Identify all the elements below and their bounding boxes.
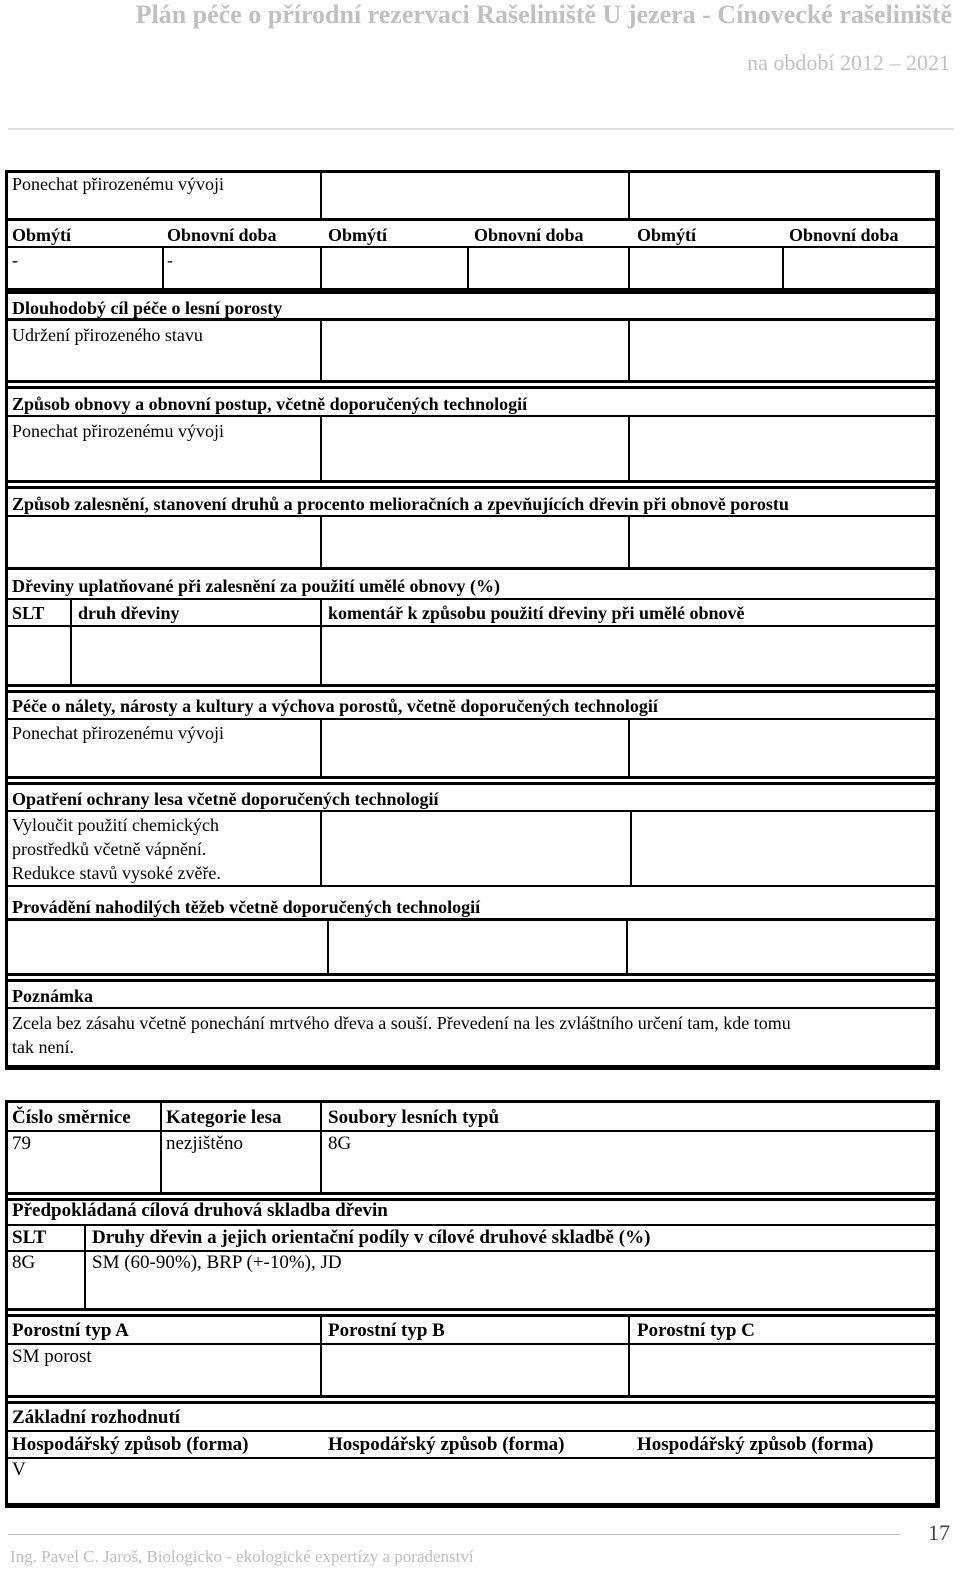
renewal-period-header: Obnovní doba <box>167 225 277 245</box>
plan-period: na období 2012 – 2021 <box>747 50 950 75</box>
cell-divider <box>628 1316 630 1396</box>
rotation-header: Obmýtí <box>637 225 697 245</box>
row-divider <box>8 1130 935 1132</box>
section-divider <box>8 567 935 570</box>
forest-types: 8G <box>328 1133 352 1154</box>
section-divider <box>8 885 935 887</box>
rotation-header: Obmýtí <box>328 225 388 245</box>
cell-divider <box>320 1103 322 1193</box>
table-shadow <box>935 170 940 1070</box>
footer-author: Ing. Pavel C. Jaroš, Biologicko - ekologické expertízy a poradenství <box>10 1547 474 1566</box>
cell-divider <box>160 1103 162 1193</box>
management-method-header: Hospodářský způsob (forma) <box>328 1434 565 1455</box>
cell-divider <box>70 600 72 686</box>
section-divider <box>8 386 935 389</box>
slt-header: SLT <box>12 603 45 623</box>
directive-number-header: Číslo směrnice <box>12 1107 131 1128</box>
forest-category: nezjištěno <box>166 1133 244 1154</box>
cell-divider <box>320 246 322 288</box>
renewal-period-header: Obnovní doba <box>789 225 899 245</box>
species-header: druh dřeviny <box>78 603 180 623</box>
cell-divider <box>320 719 322 777</box>
row-divider <box>8 718 935 720</box>
management-method-header: Hospodářský způsob (forma) <box>637 1434 874 1455</box>
section-divider <box>8 979 935 982</box>
protection-value: Vyloučit použití chemických <box>12 815 219 835</box>
management-method-header: Hospodářský způsob (forma) <box>12 1434 249 1455</box>
row-divider <box>8 1457 935 1459</box>
renewal-value: Ponechat přirozenému vývoji <box>12 421 224 441</box>
cell-divider <box>628 320 630 382</box>
table-shadow <box>5 1503 940 1508</box>
footer-divider <box>8 1534 900 1535</box>
cell-divider <box>320 516 322 568</box>
section-divider <box>8 486 935 489</box>
cell-divider <box>628 416 630 480</box>
stand-type-c-header: Porostní typ C <box>637 1320 755 1341</box>
table-shadow <box>935 1100 940 1508</box>
section-divider <box>8 380 935 383</box>
row-divider <box>8 918 935 921</box>
row-divider <box>8 598 935 600</box>
decision-heading: Základní rozhodnutí <box>12 1407 181 1428</box>
slt-value: 8G <box>12 1252 36 1273</box>
row-divider <box>8 1224 935 1226</box>
section-divider <box>8 690 935 693</box>
row-divider <box>8 1007 935 1009</box>
section-divider <box>8 684 935 687</box>
stand-type-a-header: Porostní typ A <box>12 1320 129 1341</box>
cell-divider <box>320 600 322 686</box>
section-divider <box>8 1308 935 1311</box>
afforestation-heading: Způsob zalesnění, stanovení druhů a procento melioračních a zpevňujících dřevin při obnově porostu <box>12 494 789 514</box>
forest-category-header: Kategorie lesa <box>166 1107 282 1128</box>
note-text: Zcela bez zásahu včetně ponechání mrtvého dřeva a souší. Převedení na les zvláštního určení tam, kde tomu <box>12 1013 791 1033</box>
row-divider <box>8 810 935 812</box>
section-divider <box>8 480 935 483</box>
cell-divider <box>626 920 628 974</box>
cell-divider <box>327 920 329 974</box>
header-divider <box>8 128 954 130</box>
row-divider <box>8 318 935 321</box>
protection-value: Redukce stavů vysoké zvěře. <box>12 863 221 883</box>
renewal-period-header: Obnovní doba <box>474 225 584 245</box>
species-share-value: SM (60-90%), BRP (+-10%), JD <box>92 1252 342 1273</box>
cell-divider <box>320 172 322 220</box>
cell-divider <box>320 1316 322 1396</box>
page-number: 17 <box>928 1520 950 1545</box>
rotation-value: - <box>12 250 18 270</box>
row-divider <box>8 625 935 627</box>
section-divider <box>8 1395 935 1398</box>
cell-divider <box>630 811 632 885</box>
row-divider <box>8 1343 935 1345</box>
section-divider <box>8 1401 935 1404</box>
cell-divider <box>162 246 164 288</box>
care-value: Ponechat přirozenému vývoji <box>12 723 224 743</box>
renewal-period-value: - <box>167 250 173 270</box>
section-divider <box>8 782 935 785</box>
salvage-heading: Provádění nahodilých těžeb včetně doporučených technologií <box>12 897 481 917</box>
cell-divider <box>84 1225 86 1309</box>
goal-value: Udržení přirozeného stavu <box>12 325 203 345</box>
stand-type-b-header: Porostní typ B <box>328 1320 445 1341</box>
cell-divider <box>628 172 630 220</box>
section-divider <box>8 1192 935 1195</box>
management-method-value: V <box>12 1459 26 1480</box>
row-divider <box>8 246 935 248</box>
cell-divider <box>782 246 784 288</box>
species-heading: Dřeviny uplatňované při zalesnění za použití umělé obnovy (%) <box>12 576 501 596</box>
renewal-heading: Způsob obnovy a obnovní postup, včetně doporučených technologií <box>12 394 528 414</box>
top-row-text: Ponechat přirozenému vývoji <box>12 174 224 194</box>
comment-header: komentář k způsobu použití dřeviny při umělé obnově <box>328 603 745 623</box>
protection-heading: Opatření ochrany lesa včetně doporučených technologií <box>12 789 439 809</box>
directive-number: 79 <box>12 1133 31 1154</box>
composition-heading: Předpokládaná cílová druhová skladba dřevin <box>12 1200 388 1221</box>
section-divider <box>8 973 935 976</box>
cell-divider <box>628 719 630 777</box>
document-title: Plán péče o přírodní rezervaci Rašeliniště U jezera - Cínovecké rašeliniště <box>135 0 952 29</box>
cell-divider <box>628 246 630 288</box>
section-divider <box>8 288 935 294</box>
cell-divider <box>467 246 469 288</box>
cell-divider <box>320 320 322 382</box>
cell-divider <box>320 811 322 885</box>
note-heading: Poznámka <box>12 986 93 1006</box>
species-share-header: Druhy dřevin a jejich orientační podíly v cílové druhové skladbě (%) <box>92 1227 651 1248</box>
goal-heading: Dlouhodobý cíl péče o lesní porosty <box>12 298 283 318</box>
slt-header: SLT <box>12 1227 47 1248</box>
table-shadow <box>5 1065 940 1070</box>
row-divider <box>8 515 935 517</box>
section-divider <box>8 1314 935 1317</box>
stand-type-a-value: SM porost <box>12 1346 92 1367</box>
care-heading: Péče o nálety, nárosty a kultury a výchova porostů, včetně doporučených technologií <box>12 696 658 716</box>
protection-value: prostředků včetně vápnění. <box>12 839 207 859</box>
note-text: tak není. <box>12 1037 74 1057</box>
rotation-header: Obmýtí <box>12 225 72 245</box>
section-divider <box>8 776 935 779</box>
forest-types-header: Soubory lesních typů <box>328 1107 500 1128</box>
cell-divider <box>628 516 630 568</box>
row-divider <box>8 1430 935 1432</box>
cell-divider <box>320 416 322 480</box>
row-divider <box>8 415 935 417</box>
row-divider <box>8 218 935 221</box>
